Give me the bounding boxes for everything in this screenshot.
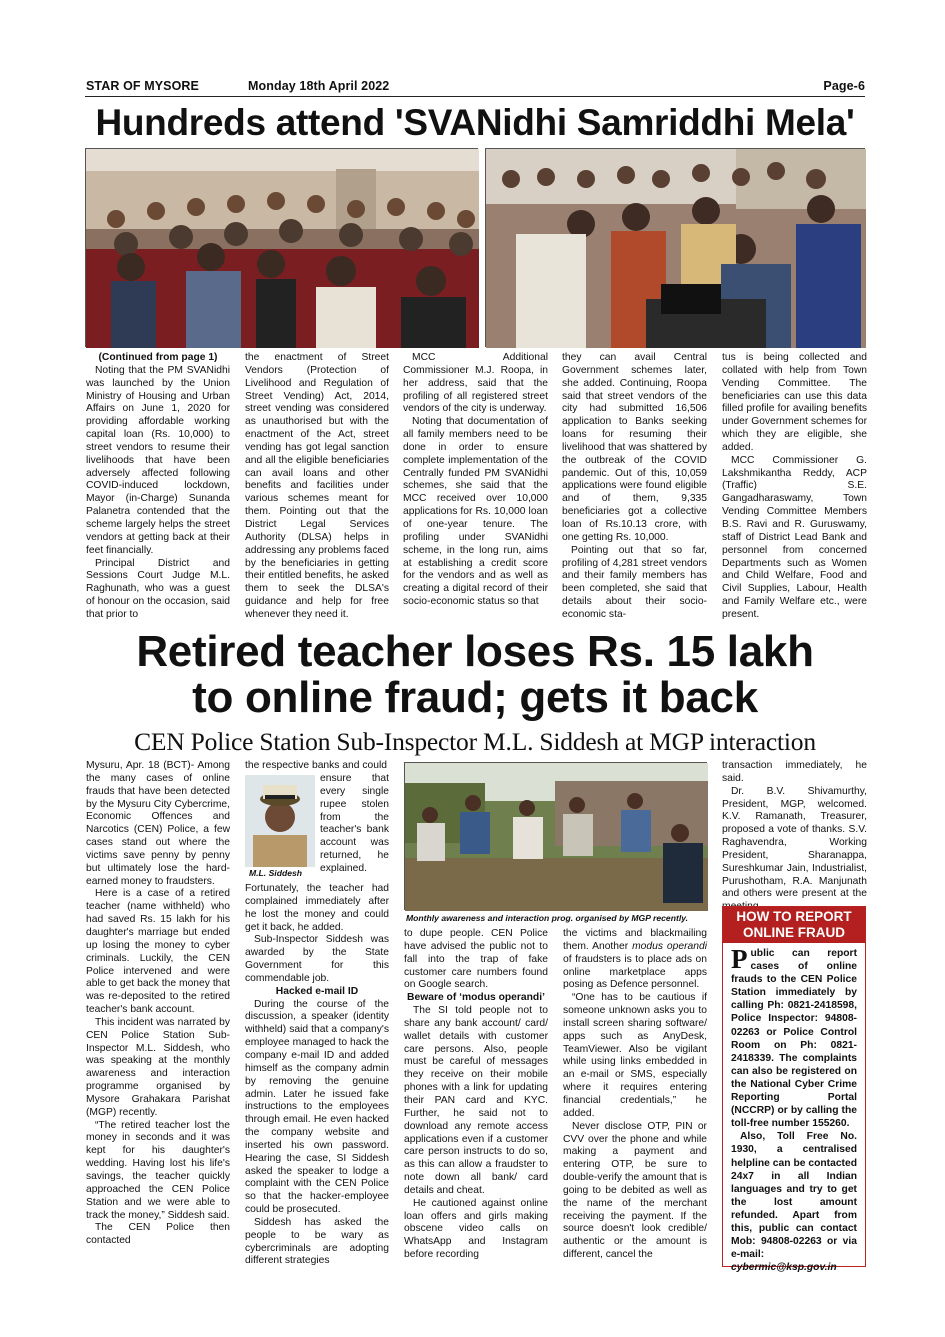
paragraph: Principal District and Sessions Court Judge M.L. Raghunath, who was a guest of honour on the occasion, said that prior to bbox=[86, 557, 230, 620]
report-fraud-box bbox=[722, 906, 866, 1274]
paragraph: tus is being collected and collated with help from Town Vending Committee. The beneficiaries can use this data filled profile for availing benefits under Government schemes for which they are eligible, she added. bbox=[722, 352, 867, 453]
paragraph: transaction immediately, he said. bbox=[722, 760, 867, 784]
paragraph: to dupe people. CEN Police have advised the public not to fall into the trap of fake customer care numbers found on Google search. bbox=[404, 928, 548, 991]
paragraph: Here is a case of a retired teacher (name withheld) who had saved Rs. 15 lakh for his daughter's marriage but ended up losing the money to cyber criminals. Luckily, the CEN Police intervened and were able to get back the money that was re-deposited to the retired teacher's bank account. bbox=[86, 888, 230, 1016]
headline-fraud-line2: to online fraud; gets it back bbox=[192, 673, 758, 722]
page-number: Page-6 bbox=[823, 79, 865, 93]
paragraph: Dr. B.V. Shivamurthy, President, MGP, welcomed. K.V. Ramanath, Treasurer, proposed a vote of thanks. S.V. Raghavendra, Working President, Sharanappa, Sureshkumar Jain, Industrialist, Purushotham, R.A. Manjunath and others were present at the bbox=[722, 785, 867, 900]
issue-date: Monday 18th April 2022 bbox=[248, 79, 390, 93]
svanidhi-col-5 bbox=[722, 352, 867, 620]
report-box-header bbox=[723, 907, 865, 943]
paragraph: Mysuru, Apr. 18 (BCT)- Among the many cases of online frauds that have been detected by the Mysuru City Cybercrime, Economic Offences and Narcotics (CEN) Police, a few cases stand out where the victims save penny by penny but ultimately lose the hard-earned money to fraudsters. bbox=[86, 760, 230, 887]
subhead-hacked-email: Hacked e-mail ID bbox=[275, 985, 359, 997]
text-span: the victims and blackmailing them. Another bbox=[563, 928, 707, 952]
svanidhi-col-3 bbox=[403, 352, 548, 617]
fraud-col-1 bbox=[86, 760, 230, 1265]
paragraph: MCC Additional Commissioner M.J. Roopa, in her address, said that the profiling of all registered street vendors of the city is underway. bbox=[403, 352, 548, 415]
masthead-rule bbox=[85, 96, 865, 97]
newspaper-name: STAR OF MYSORE bbox=[86, 79, 199, 93]
photo-caption-siddesh: M.L. Siddesh bbox=[249, 868, 302, 878]
photo-audience bbox=[85, 148, 478, 347]
paragraph: Noting that the PM SVANidhi was launched by the Union Ministry of Housing and Urban Affairs on June 1, 2020 for providing affordable working capital loan (Rs. 10,000) to street vendors to resume their livelihoods that have been adversely affected following COVID-induced lockdown, Mayor (in-Charge) Sunanda Palanetra contended that the scheme largely helps the street vendors at getting back at their feet financially. bbox=[86, 364, 230, 556]
fraud-col-2-wrap bbox=[320, 773, 389, 879]
paragraph: The SI told people not to share any bank account/ card/ wallet details with customer care persons. Also, people must be careful of messages they receive on their mobile phones with a link for updating their PAN card and KYC. Further, he said not to download any remote access applications even if a customer care person instructs to do so, as this can allow a fraudster to note down all bank/ card details and cheat. bbox=[404, 1005, 548, 1196]
fraud-col-3 bbox=[404, 928, 548, 1267]
paragraph: the enactment of Street Vendors (Protection of Livelihood and Regulation of Street Vending) Act, 2014, street vending was considered as unauthorised but with the enactment of the Act, street vending has got legal sanction and all the eligible beneficiaries can avail loans and other benefits and facilities under various schemes meant for them. Pointing out that the District Legal Services Authority (DLSA) helps in addressing any problems faced by the beneficiaries in getting their entitled benefits, he asked them to seek the DLSA's guidance and help for free whenever they need it. bbox=[245, 352, 389, 620]
svanidhi-col-2 bbox=[245, 352, 389, 620]
paragraph: “One has to be cautious if someone unknown asks you to install screen sharing software/ apps such as AnyDesk, TeamViewer. Also be vigilant while using links embedded in an e-mail or SMS, especially where it requires entering financial credentials,” he added. bbox=[563, 992, 707, 1119]
text-span: of fraudsters is to place ads on online marketplace apps posing as Defence personnel. bbox=[563, 953, 707, 991]
paragraph: MCC Commissioner G. Lakshmikantha Reddy, ACP (Traffic) S.E. Gangadharaswamy, Town Vending Committee Members B.S. Ravi and R. Guruswamy, staff of District Lead Bank and personnel from concerned Departments such as Women and Child Welfare, Food and Civil Supplies, Labour, Health and Family Welfare etc., were present. bbox=[722, 454, 867, 620]
fraud-col-5 bbox=[722, 760, 867, 900]
report-box-para-1: ublic can report cases of online frauds to the CEN Police Station immediately by calling Ph: 0821-2418598, Police Inspector: 94808-02263 or Police Control Room on Ph: 0821-2418339. The complaints can also be registered on the National Cyber Crime Reporting Portal (NCCRP) or by calling the toll-free number 155260. bbox=[731, 948, 857, 1130]
svanidhi-col-4 bbox=[562, 352, 707, 620]
paragraph: Pointing out that so far, profiling of 4,281 street vendors and their family members has been completed, she said that details about their socio-economic sta- bbox=[562, 544, 707, 620]
paragraph: This incident was narrated by CEN Police Station Sub-Inspector M.L. Siddesh, who was speaking at the monthly awareness and interaction programme organised by Mysore Grahakara Parishat (MGP) recently. bbox=[86, 1016, 230, 1118]
subhead-modus-operandi: Beware of ‘modus operandi’ bbox=[407, 992, 545, 1004]
svanidhi-col-1 bbox=[86, 352, 230, 620]
continued-note: (Continued from page 1) bbox=[98, 352, 218, 363]
paragraph bbox=[563, 928, 707, 992]
report-email-link[interactable]: cybermic@ksp.gov.in bbox=[731, 1262, 837, 1274]
paragraph: The CEN Police then contacted bbox=[86, 1222, 230, 1247]
paragraph: they can avail Central Government schemes later, she added. Continuing, Roopa said that street vendors of the city had submitted 16,506 application to Banks seeking loans for resuming their livelihood that was shattered by the outbreak of the COVID pandemic. Out of this, 10,059 applications were found eligible and of them, 9,335 beneficiaries got a collective loan of Rs.10.13 crore, with one getting Rs. 10,000. bbox=[562, 352, 707, 543]
photo-siddesh bbox=[245, 775, 315, 867]
photo-mgp-meeting bbox=[404, 762, 707, 910]
paragraph: the respective banks and could bbox=[245, 760, 387, 771]
photo-registration-desk bbox=[485, 148, 865, 347]
fraud-col-4 bbox=[563, 928, 707, 1267]
paragraph: Never disclose OTP, PIN or CVV over the phone and while making a payment and entering OTP, be sure to double-verify the amount that is going to be debited as well as the name of the merchant receiving the payment. If the source doesn't look credible/ authentic or the amount is different, cancel the bbox=[563, 1120, 707, 1261]
report-box-body bbox=[723, 943, 865, 1274]
paragraph: “The retired teacher lost the money in seconds and it was kept for his daughter's wedding. Having lost his life's savings, the teacher quickly approached the CEN Police Station and we were able to track the money,” Siddesh said. bbox=[86, 1119, 230, 1221]
paragraph: Siddesh has asked the people to be wary as cybercriminals are adopting different strategies bbox=[245, 1216, 389, 1267]
paragraph: During the course of the discussion, a speaker (identity withheld) said that a company's employee managed to hack the company e-mail ID and added himself as the company admin by removing the genuine admin. Later he issued fake instructions to the employees through email. He even hacked the company website and inserted his own password. Hearing the case, SI Siddesh asked the speaker to lodge a complaint with the CEN Police so that the hacker-employee could be prosecuted. bbox=[245, 998, 389, 1216]
paragraph: Sub-Inspector Siddesh was awarded by the State Government for this commendable job. bbox=[245, 934, 389, 984]
deck-headline: CEN Police Station Sub-Inspector M.L. Siddesh at MGP interaction bbox=[134, 727, 816, 756]
headline-fraud-line1: Retired teacher loses Rs. 15 lakh bbox=[136, 627, 814, 676]
fraud-col-2-top bbox=[245, 760, 389, 773]
text-emphasis: modus operandi bbox=[632, 940, 707, 952]
photo-caption-mgp: Monthly awareness and interaction prog. organised by MGP recently. bbox=[406, 913, 689, 923]
headline-svanidhi: Hundreds attend 'SVANidhi Samriddhi Mela' bbox=[95, 102, 855, 143]
paragraph: Noting that documentation of all family members need to be done in order to ensure complete implementation of the Centrally funded PM SVANidhi schemes, she said that the MCC received over 10,000 applications for Rs. 10,000 loan of one-year tenure. The profiling under SVANidhi scheme, in the long run, aims at establishing a credit score for the vendors and as well as creating a digital record of their socio-economic status so that bbox=[403, 416, 548, 608]
report-box-title-2: ONLINE FRAUD bbox=[743, 925, 845, 940]
paragraph: He cautioned against online loan offers and girls making obscene video calls on WhatsApp and Instagram before recording bbox=[404, 1197, 548, 1261]
fraud-col-2 bbox=[245, 883, 389, 1267]
report-box-para-2: Also, Toll Free No. 1930, a centralised helpline can be contacted 24x7 in all Indian languages and try to get the lost amount refunded. Apart from this, public can contact Mob: 94808-02263 or via e-mail: bbox=[731, 1131, 857, 1261]
paragraph: ensure that every single rupee stolen from the teacher's bank account was returned, he explained. bbox=[320, 773, 389, 874]
report-box-title-1: HOW TO REPORT bbox=[736, 909, 852, 924]
drop-cap: P bbox=[731, 944, 748, 974]
paragraph: Fortunately, the teacher had complained immediately after he lost the money and could get it back, he added. bbox=[245, 883, 389, 933]
